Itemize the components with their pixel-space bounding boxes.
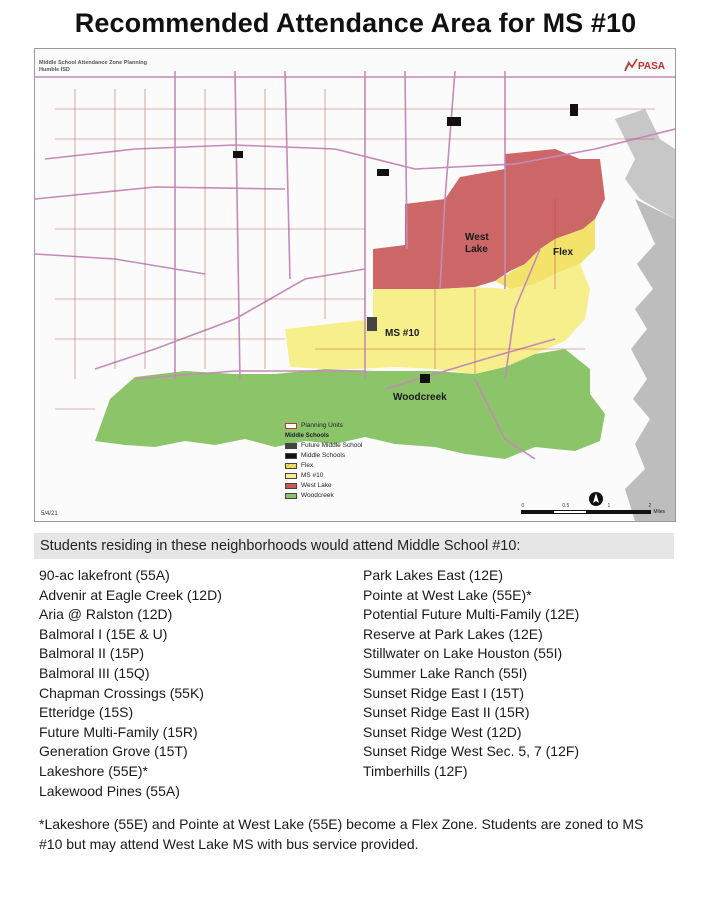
page-title: Recommended Attendance Area for MS #10: [74, 8, 637, 38]
neighborhood-item: 90-ac lakefront (55A): [39, 567, 170, 583]
legend-swatch: [285, 443, 297, 449]
label-west-lake: [465, 232, 489, 256]
label-flex: Flex: [553, 247, 574, 258]
map-legend: [285, 421, 362, 501]
neighborhood-item: Sunset Ridge West Sec. 5, 7 (12F): [363, 743, 580, 760]
legend-ms10: [285, 471, 362, 481]
attendance-map: [34, 48, 676, 522]
scale-tick-1: 0.5: [562, 503, 570, 509]
neighborhood-item: Sunset Ridge East I (15T): [363, 684, 525, 701]
neighborhood-item: Sunset Ridge West (12D): [363, 723, 522, 740]
scale-unit: Miles: [653, 509, 665, 515]
legend-label: Middle Schools: [301, 452, 346, 459]
scale-bar: [521, 503, 665, 515]
legend-planning-units: [285, 421, 362, 431]
scale-bar-graphic: [521, 510, 651, 514]
legend-flex: [285, 461, 362, 471]
legend-label: MS #10: [301, 472, 324, 479]
neighborhood-item: Timberhills (12F): [363, 762, 468, 779]
scale-tick-0: 0: [521, 503, 525, 509]
scale-tick-2: 1: [607, 503, 611, 509]
map-header-line2: Humble ISD: [39, 67, 70, 73]
neighborhood-item: Balmoral II (15P): [39, 645, 145, 662]
neighborhood-item: Stillwater on Lake Houston (55I): [363, 645, 563, 662]
legend-label: Future Middle School: [301, 442, 363, 449]
legend-west-lake: [285, 481, 362, 491]
neighborhoods-banner: Students residing in these neighborhoods would attend Middle School #10:: [34, 533, 674, 559]
pasa-logo-text: PASA: [637, 61, 665, 72]
neighborhood-item: Potential Future Multi-Family (12E): [363, 606, 580, 623]
legend-middle-schools: [285, 451, 362, 461]
neighborhood-item: Sunset Ridge East II (15R): [363, 704, 530, 721]
neighborhood-item: Advenir at Eagle Creek (12D): [39, 586, 222, 603]
neighborhoods-right-column: [363, 566, 579, 782]
neighborhood-item: Chapman Crossings (55K): [39, 684, 204, 701]
map-date: 5/4/21: [41, 511, 58, 517]
neighborhood-item: Etteridge (15S): [39, 704, 134, 721]
neighborhood-item: Aria @ Ralston (12D): [39, 606, 173, 623]
legend-swatch: [285, 453, 297, 459]
neighborhood-item: Park Lakes East (12E): [363, 567, 504, 583]
legend-swatch: [285, 493, 297, 499]
future-ms-marker: [367, 317, 377, 331]
map-header-line1: Middle School Attendance Zone Planning: [39, 60, 147, 66]
neighborhood-item: Lakewood Pines (55A): [39, 782, 180, 799]
neighborhood-item: Future Multi-Family (15R): [39, 723, 198, 740]
neighborhood-item: Pointe at West Lake (55E)*: [363, 586, 532, 603]
neighborhood-item: Reserve at Park Lakes (12E): [363, 625, 543, 642]
legend-woodcreek: [285, 491, 362, 501]
label-ms10: MS #10: [385, 328, 420, 339]
flex-zone-footnote: *Lakeshore (55E) and Pointe at West Lake (55E) become a Flex Zone. Students are zoned to MS #10 but may attend West Lake MS with bus service provided.: [39, 816, 644, 852]
pasa-logo-icon: [623, 57, 639, 73]
label-west: West: [465, 232, 489, 243]
legend-future-ms: [285, 441, 362, 451]
scale-tick-3: 2: [648, 503, 652, 509]
label-woodcreek: Woodcreek: [393, 392, 447, 403]
neighborhood-item: Summer Lake Ranch (55I): [363, 664, 528, 681]
legend-label: West Lake: [301, 482, 332, 489]
neighborhoods-left-column: [39, 566, 222, 801]
label-lake: Lake: [465, 244, 488, 255]
neighborhood-item: Balmoral III (15Q): [39, 664, 150, 681]
legend-label: Planning Units: [301, 422, 343, 429]
neighborhood-item: Generation Grove (15T): [39, 743, 188, 760]
legend-swatch: [285, 473, 297, 479]
legend-swatch: [285, 423, 297, 429]
legend-swatch: [285, 483, 297, 489]
legend-label: Flex: [301, 462, 314, 469]
legend-header: Middle Schools: [285, 433, 330, 439]
legend-swatch: [285, 463, 297, 469]
legend-label: Woodcreek: [301, 492, 334, 499]
pasa-logo: [621, 54, 667, 76]
neighborhood-item: Balmoral I (15E & U): [39, 625, 168, 642]
neighborhood-item: Lakeshore (55E)*: [39, 762, 148, 779]
map-header: [39, 60, 147, 74]
